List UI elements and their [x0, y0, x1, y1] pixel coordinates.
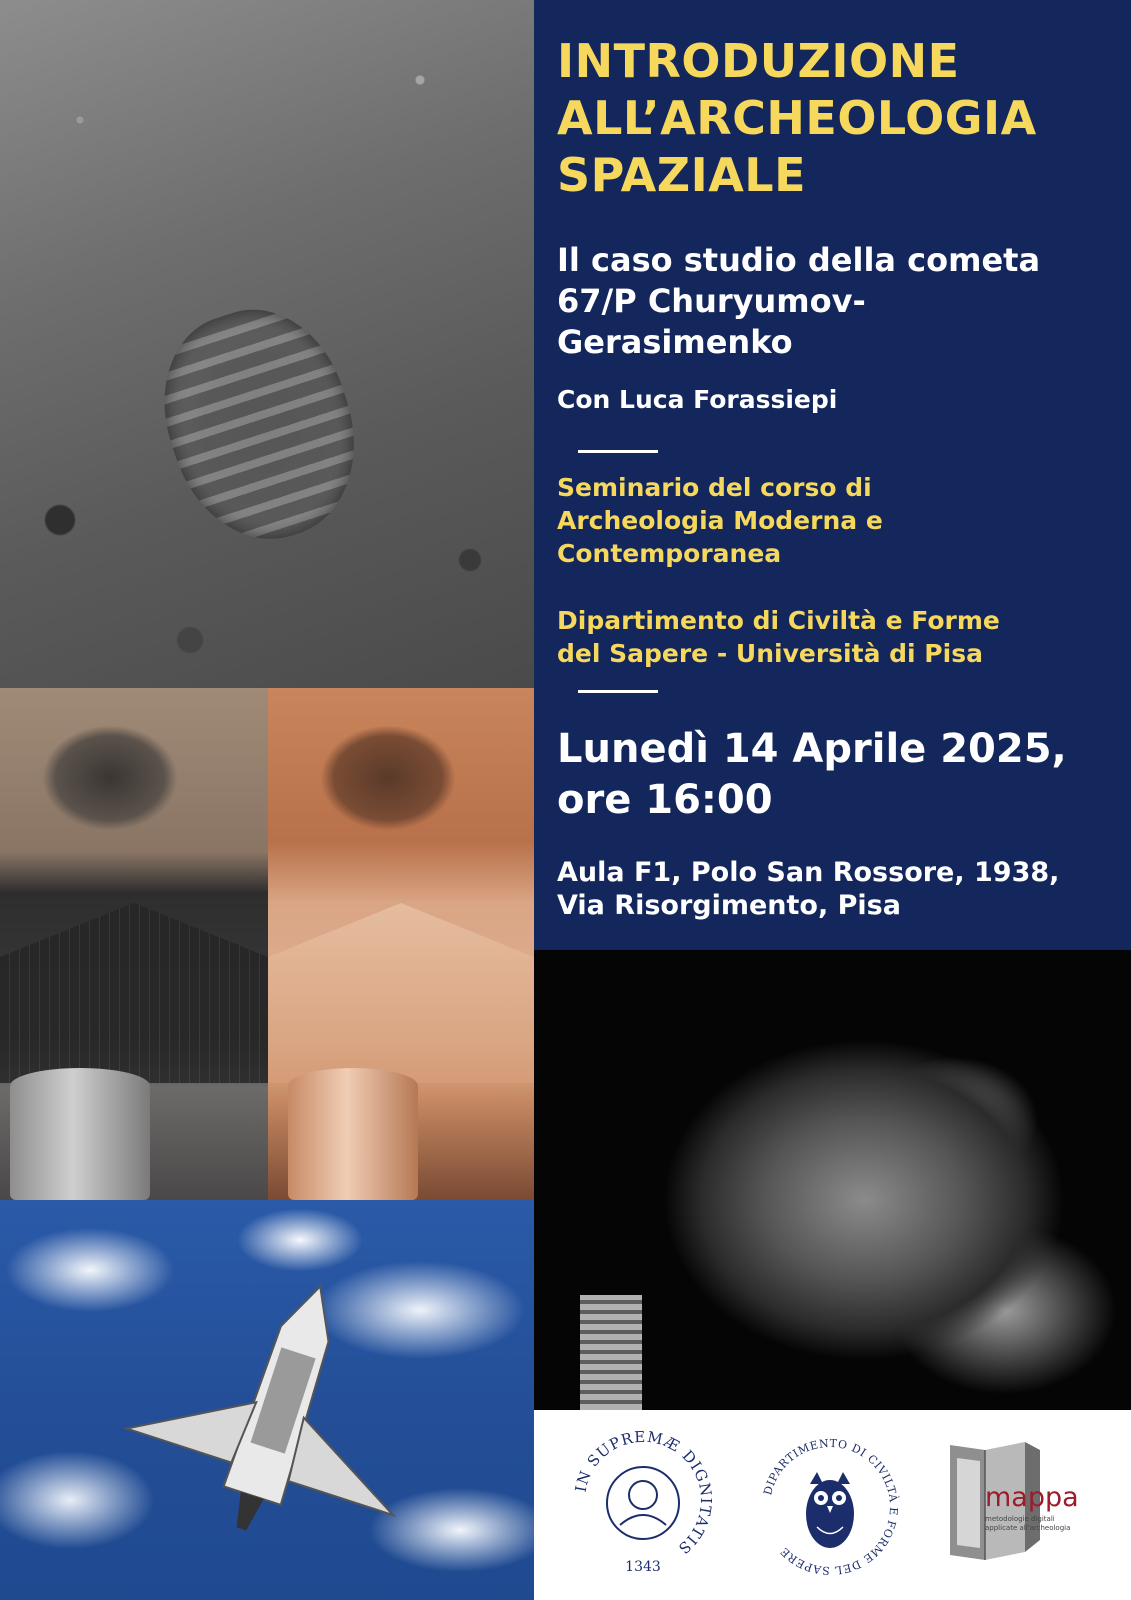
insight-lander-photo-orange — [268, 688, 534, 1200]
event-location: Aula F1, Polo San Rossore, 1938, Via Risorgimento, Pisa — [557, 857, 1060, 921]
seminar-course: Seminario del corso di Archeologia Moderna e Contemporanea — [557, 473, 883, 568]
owl-icon — [806, 1472, 854, 1548]
space-shuttle-shape — [120, 1270, 440, 1550]
department-name: Dipartimento di Civiltà e Forme del Sapere - Università di Pisa — [557, 606, 1000, 668]
mappa-tagline: metodologie digitali applicate all'archeologia — [985, 1515, 1071, 1532]
poster-subtitle: Il caso studio della cometa 67/P Churyumov- Gerasimenko — [557, 241, 1041, 361]
university-of-pisa-logo — [568, 1425, 718, 1575]
bootprint-shape — [139, 288, 381, 562]
department-logo — [755, 1432, 905, 1582]
philae-lander-shape — [580, 1295, 642, 1410]
event-date-time: Lunedì 14 Aprile 2025, ore 16:00 — [557, 726, 1067, 823]
instrument-cylinder-shape — [10, 1068, 150, 1200]
divider — [578, 690, 658, 693]
unipi-year: 1343 — [625, 1559, 661, 1575]
mappa-wordmark: mappa — [985, 1482, 1079, 1513]
moon-footprint-photo — [0, 0, 534, 688]
unipi-ring-text: IN SUPREMÆ DIGNITATIS — [571, 1427, 716, 1558]
poster-title: INTRODUZIONE ALL’ARCHEOLOGIA SPAZIALE — [557, 34, 1037, 202]
speaker-name: Con Luca Forassiepi — [557, 385, 838, 414]
solar-panel-shape — [0, 903, 268, 1083]
department-ring-text: DIPARTIMENTO DI CIVILTÀ E FORME DEL SAPERE — [761, 1436, 901, 1578]
insight-lander-photo-gray — [0, 688, 268, 1200]
solar-panel-shape — [268, 903, 534, 1083]
divider — [578, 450, 658, 453]
instrument-cylinder-shape — [288, 1068, 418, 1200]
